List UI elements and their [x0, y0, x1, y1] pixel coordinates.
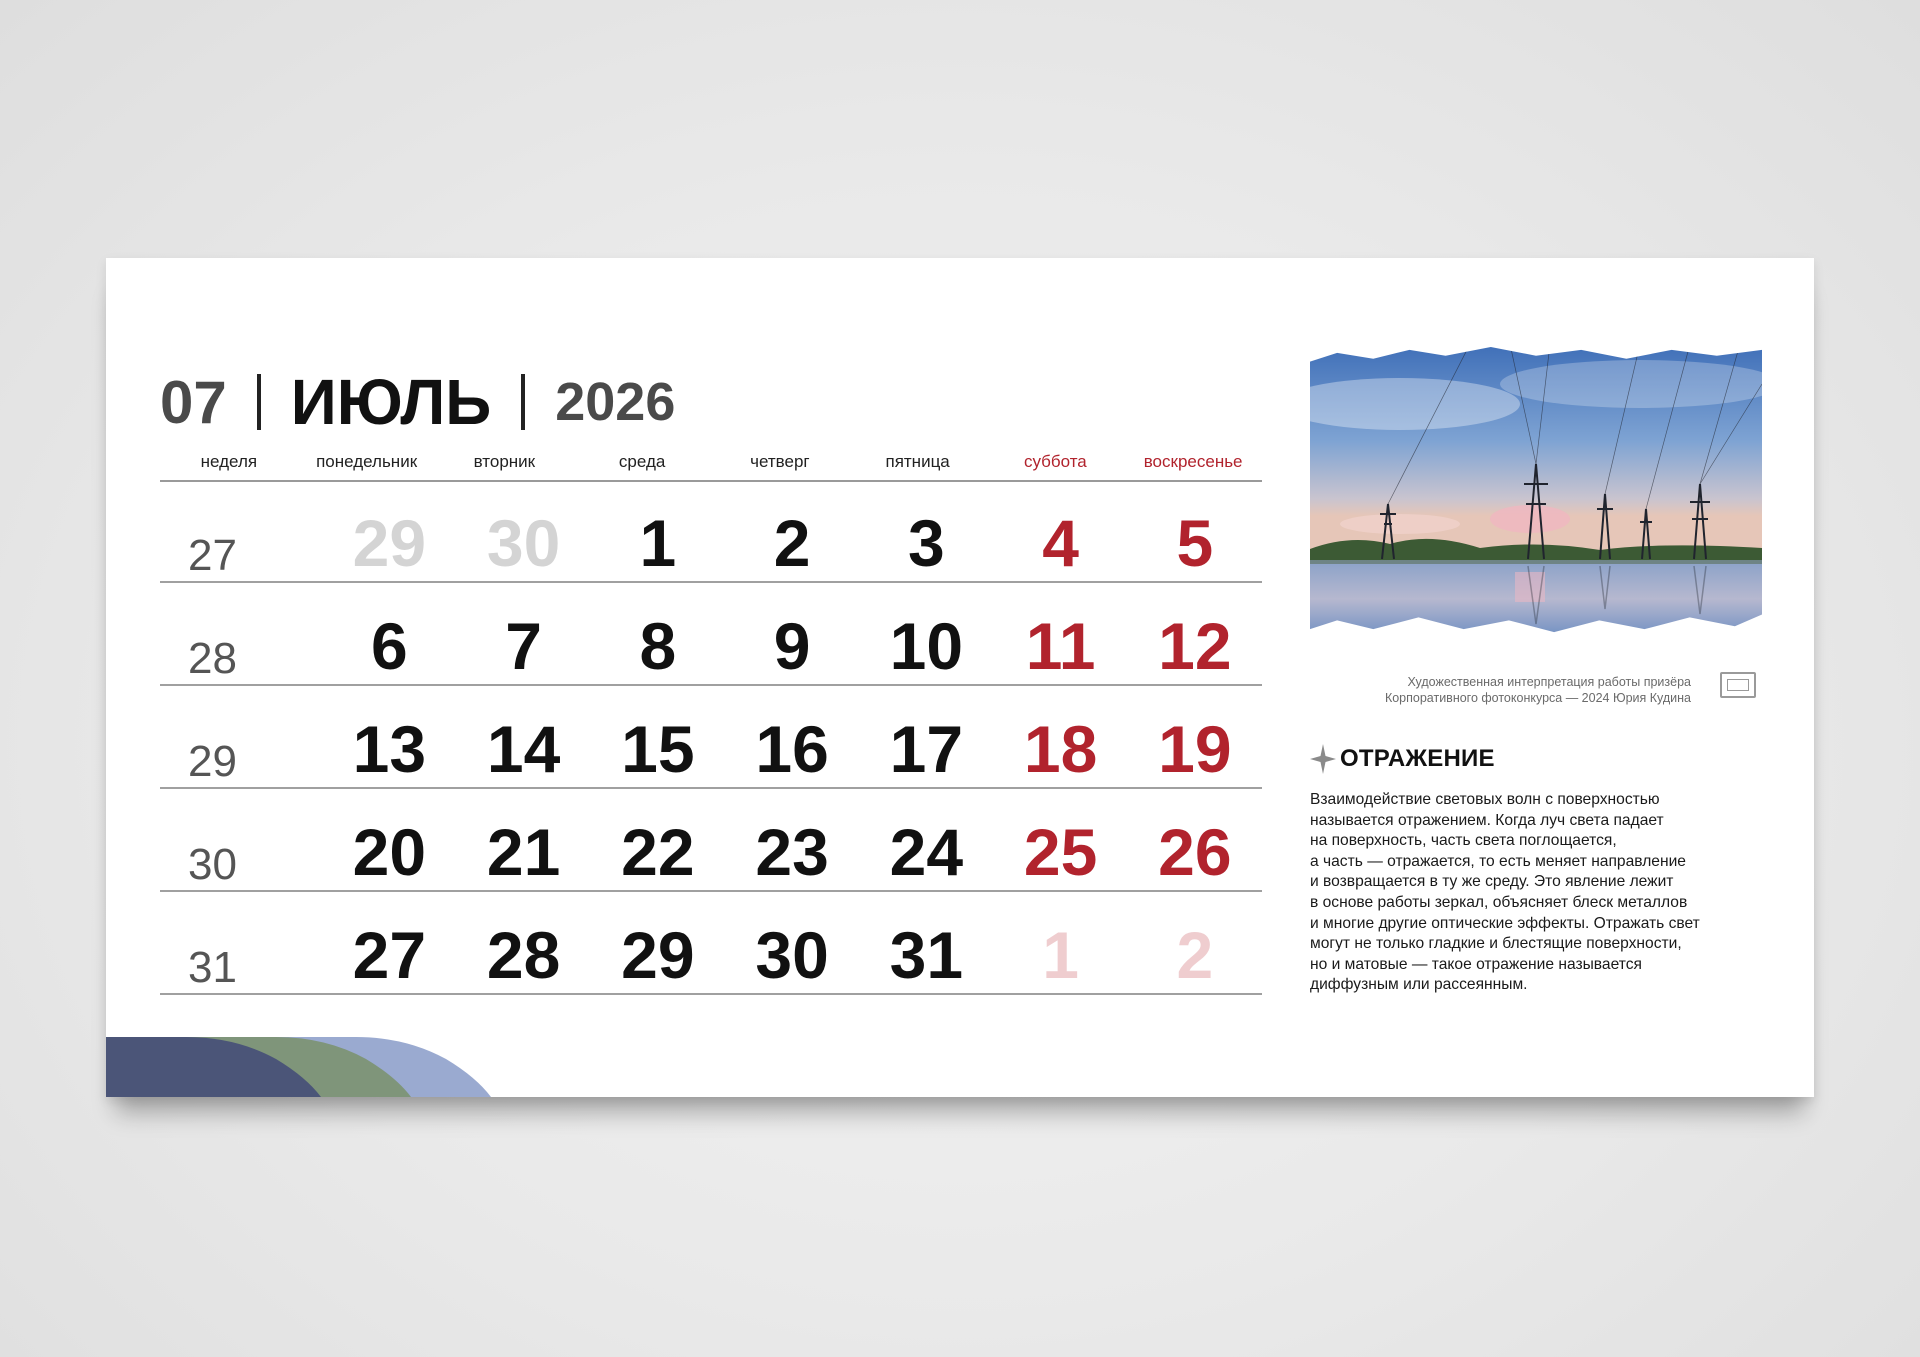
day-cell: 8: [639, 609, 677, 683]
day-cell: 10: [889, 609, 964, 683]
article-line: могут не только гладкие и блестящие поверхности,: [1310, 935, 1682, 953]
week-row: [160, 585, 1262, 686]
day-cell: 15: [621, 712, 695, 786]
week-number: 31: [188, 943, 237, 992]
article-line: на поверхность, часть света поглощается,: [1310, 832, 1617, 850]
article-heading: ОТРАЖЕНИЕ: [1340, 745, 1495, 772]
day-cell: 17: [889, 712, 964, 786]
decorative-waves: [106, 1037, 506, 1097]
landscape-illustration: [1310, 344, 1762, 638]
day-cell-weekend: 11: [1025, 609, 1096, 683]
article-line: диффузным или рассеянным.: [1310, 976, 1528, 994]
week-row: [160, 791, 1262, 892]
photo-power-lines-reflection: [1310, 344, 1762, 638]
week-row: [160, 688, 1262, 789]
day-cell: 24: [889, 815, 964, 889]
day-cell-prev-month: 30: [486, 506, 561, 580]
article-line: в основе работы зеркал, объясняет блеск металлов: [1310, 893, 1688, 911]
day-cell: 27: [352, 918, 427, 992]
day-cell-weekend: 18: [1023, 712, 1098, 786]
day-cell: 2: [773, 506, 811, 580]
day-cell-weekend: 4: [1042, 506, 1079, 580]
day-cell: 14: [486, 712, 561, 786]
calendar-page: [106, 258, 1814, 1097]
photo-caption: [1326, 674, 1691, 706]
day-cell: 16: [755, 712, 829, 786]
week-row: [160, 894, 1262, 995]
article-body: [1310, 790, 1760, 996]
weekday-label-saturday: суббота: [1023, 452, 1087, 471]
day-cell-weekend: 5: [1176, 506, 1214, 580]
calendar-header: [160, 366, 675, 438]
article-line: и многие другие оптические эффекты. Отражать свет: [1310, 914, 1700, 932]
day-cell: 20: [352, 815, 427, 889]
header-separator: [257, 374, 261, 430]
day-cell-weekend: 26: [1158, 815, 1232, 889]
day-cell: 9: [773, 609, 811, 683]
day-cell-next-month: 1: [1042, 918, 1079, 992]
weekday-header-row: [160, 450, 1262, 482]
day-cell: 23: [755, 815, 829, 889]
day-cell: 31: [889, 918, 964, 992]
month-name: ИЮЛЬ: [290, 366, 492, 438]
article-line: и возвращается в ту же среду. Это явление лежит: [1310, 873, 1674, 891]
day-cell-weekend: 12: [1158, 609, 1232, 683]
day-cell: 6: [371, 609, 408, 683]
calendar-grid: [160, 482, 1262, 997]
week-number: 29: [188, 737, 237, 786]
weekday-label-monday: понедельник: [316, 452, 418, 471]
weekday-label-week: неделя: [200, 452, 258, 471]
day-cell: 21: [486, 815, 561, 889]
week-number: 27: [188, 531, 237, 580]
month-number: 07: [160, 368, 227, 436]
week-number: 30: [188, 840, 237, 889]
week-number: 28: [188, 634, 237, 683]
weekday-label-friday: пятница: [885, 452, 950, 471]
article-line: но и матовые — такое отражение называется: [1310, 955, 1642, 973]
weekday-label-thursday: четверг: [750, 452, 810, 471]
day-cell: 29: [621, 918, 695, 992]
picture-frame-icon: [1720, 672, 1756, 698]
day-cell-weekend: 19: [1158, 712, 1232, 786]
day-cell: 22: [621, 815, 695, 889]
photo-caption-line: Корпоративного фотоконкурса — 2024 Юрия Кудина: [1384, 691, 1691, 705]
photo-caption-line: Художественная интерпретация работы призёра: [1407, 675, 1691, 689]
day-cell-next-month: 2: [1176, 918, 1214, 992]
day-cell: 7: [505, 609, 542, 683]
weekday-label-wednesday: среда: [618, 452, 666, 471]
article-title: [1310, 744, 1495, 774]
weekday-label-tuesday: вторник: [473, 452, 536, 471]
week-row: [160, 482, 1262, 583]
day-cell: 13: [352, 712, 427, 786]
sparkle-icon: [1310, 744, 1336, 774]
day-cell: 28: [486, 918, 561, 992]
header-separator: [521, 374, 525, 430]
day-cell: 3: [908, 506, 945, 580]
day-cell: 30: [755, 918, 829, 992]
article-line: Взаимодействие световых волн с поверхностью: [1310, 791, 1660, 808]
day-cell-weekend: 25: [1023, 815, 1098, 889]
day-cell: 1: [639, 506, 677, 580]
article-line: а часть — отражается, то есть меняет направление: [1310, 852, 1686, 870]
day-cell-prev-month: 29: [352, 506, 427, 580]
article-line: называется отражением. Когда луч света падает: [1310, 811, 1664, 829]
weekday-label-sunday: воскресенье: [1143, 452, 1243, 471]
year: 2026: [555, 372, 676, 432]
